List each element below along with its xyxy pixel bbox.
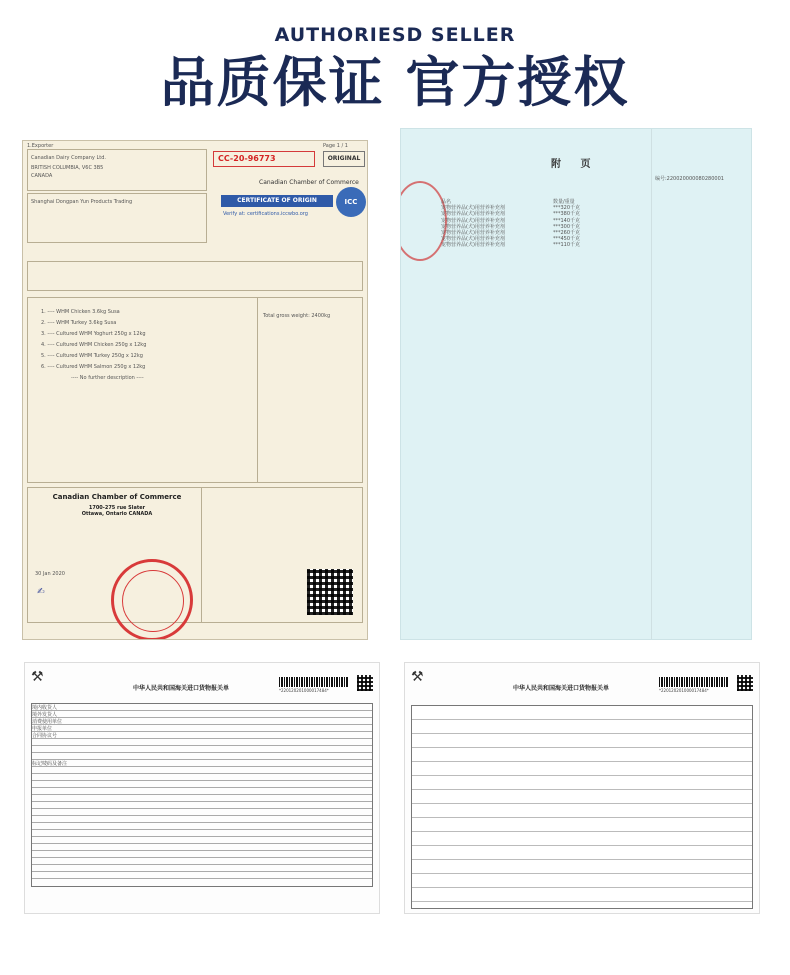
barcode-icon xyxy=(279,677,349,687)
declaration-title: 中华人民共和国海关进口货物报关单 xyxy=(513,685,610,692)
appendix-names xyxy=(441,199,505,249)
exporter-country: CANADA xyxy=(31,173,53,179)
goods-line: 3. ---- Cultured WHM Yoghurt 250g x 12kg xyxy=(41,331,146,337)
field-label: 标记唛码及备注 xyxy=(32,761,68,767)
goods-divider xyxy=(257,297,258,483)
customs-declaration-left xyxy=(24,662,380,914)
customs-emblem-icon: ⚒ xyxy=(411,669,424,685)
goods-line: 6. ---- Cultured WHM Salmon 250g x 12kg xyxy=(41,364,146,370)
qr-code-icon xyxy=(357,675,373,691)
declaration-grid xyxy=(31,703,373,887)
exporter-label: 1.Exporter xyxy=(27,143,54,149)
goods-line: 4. ---- Cultured WHM Chicken 250g x 12kg xyxy=(41,342,147,348)
appendix-title: 附 页 xyxy=(551,159,599,170)
goods-line: 5. ---- Cultured WHM Turkey 250g x 12kg xyxy=(41,353,143,359)
field-label: 境内收货人 xyxy=(32,705,58,711)
appendix-row: 宠物营养品(犬)用营养补充剂 xyxy=(441,211,505,218)
appendix-qty-row: ***110千克 xyxy=(553,242,581,249)
appendix-page xyxy=(400,128,752,640)
customs-emblem-icon: ⚒ xyxy=(31,669,44,685)
transport-box xyxy=(27,261,363,291)
barcode-number: *220120201000017484* xyxy=(659,688,709,693)
appendix-number: 编号:220020000080280001 xyxy=(655,176,724,182)
chamber-header: Canadian Chamber of Commerce xyxy=(259,179,359,186)
chamber-block xyxy=(33,493,201,517)
appendix-row: 宠物营养品(犬)用营养补充剂 xyxy=(441,217,505,224)
certificate-number: CC-20-96773 xyxy=(213,151,315,167)
certificate-date: 30 Jan 2020 xyxy=(35,571,65,577)
appendix-qty-row: ***140千克 xyxy=(553,217,581,224)
customs-declaration-right xyxy=(404,662,760,914)
signature-icon: ✍ xyxy=(37,587,45,597)
icc-badge: ICC xyxy=(336,187,366,217)
gross-weight: Total gross weight: 2400kg xyxy=(263,313,331,319)
appendix-qty xyxy=(553,199,580,249)
field-label: 申报单位 xyxy=(32,726,53,732)
appendix-qty-row: ***260千克 xyxy=(553,230,581,237)
appendix-col-qty: 数量/重量 xyxy=(553,199,575,205)
field-label: 合同协议号 xyxy=(32,733,58,739)
field-label: 境外发货人 xyxy=(32,712,58,718)
goods-line: 2. ---- WHM Turkey 3.6kg Susa xyxy=(41,320,117,326)
header-title-en: AUTHORIESD SELLER xyxy=(274,24,516,46)
fold-line xyxy=(651,129,652,640)
exporter-province: BRITISH COLUMBIA, V6C 3B5 xyxy=(31,165,104,171)
barcode-number: *220120201000017484* xyxy=(279,688,329,693)
appendix-row: 宠物营养品(犬)用营养补充剂 xyxy=(441,242,505,249)
appendix-row: 宠物营养品(犬)用营养补充剂 xyxy=(441,205,505,212)
barcode-icon xyxy=(659,677,729,687)
appendix-row: 宠物营养品(犬)用营养补充剂 xyxy=(441,236,505,243)
chamber-stamp-icon xyxy=(111,559,193,640)
consignee-name: Shanghai Dongpan Yun Products Trading xyxy=(31,199,133,205)
qr-code-icon xyxy=(307,569,353,615)
page-label: Page 1 / 1 xyxy=(323,143,348,149)
appendix-row: 宠物营养品(犬)用营养补充剂 xyxy=(441,223,505,230)
qr-code-icon xyxy=(737,675,753,691)
certificate-of-origin xyxy=(22,140,368,640)
chamber-address: 1700-275 rue Slater xyxy=(88,505,146,511)
field-label: 消费使用单位 xyxy=(32,719,63,725)
goods-list xyxy=(41,307,146,384)
appendix-qty-row: ***320千克 xyxy=(553,205,581,212)
appendix-col-name: 品名 xyxy=(441,199,452,205)
header-title-cn: 品质保证 官方授权 xyxy=(160,51,630,114)
verify-text: Verify at: certifications.iccwbo.org xyxy=(223,211,308,217)
declaration-grid xyxy=(411,705,753,909)
declaration-title: 中华人民共和国海关进口货物报关单 xyxy=(133,685,230,692)
certificate-banner: CERTIFICATE OF ORIGIN xyxy=(221,195,333,207)
appendix-qty-row: ***450千克 xyxy=(553,236,581,243)
red-seal-icon xyxy=(400,181,447,261)
chamber-divider xyxy=(201,487,202,623)
appendix-qty-row: ***380千克 xyxy=(553,211,581,218)
goods-line: 1. ---- WHM Chicken 3.6kg Susa xyxy=(41,309,120,315)
appendix-row: 宠物营养品(犬)用营养补充剂 xyxy=(441,230,505,237)
chamber-city: Ottawa, Ontario CANADA xyxy=(81,511,153,517)
original-label: ORIGINAL xyxy=(323,151,365,167)
appendix-qty-row: ***300千克 xyxy=(553,223,581,230)
chamber-name: Canadian Chamber of Commerce xyxy=(52,493,182,501)
exporter-name: Canadian Dairy Company Ltd. xyxy=(31,155,106,161)
goods-line: ---- No further description ---- xyxy=(71,375,144,381)
